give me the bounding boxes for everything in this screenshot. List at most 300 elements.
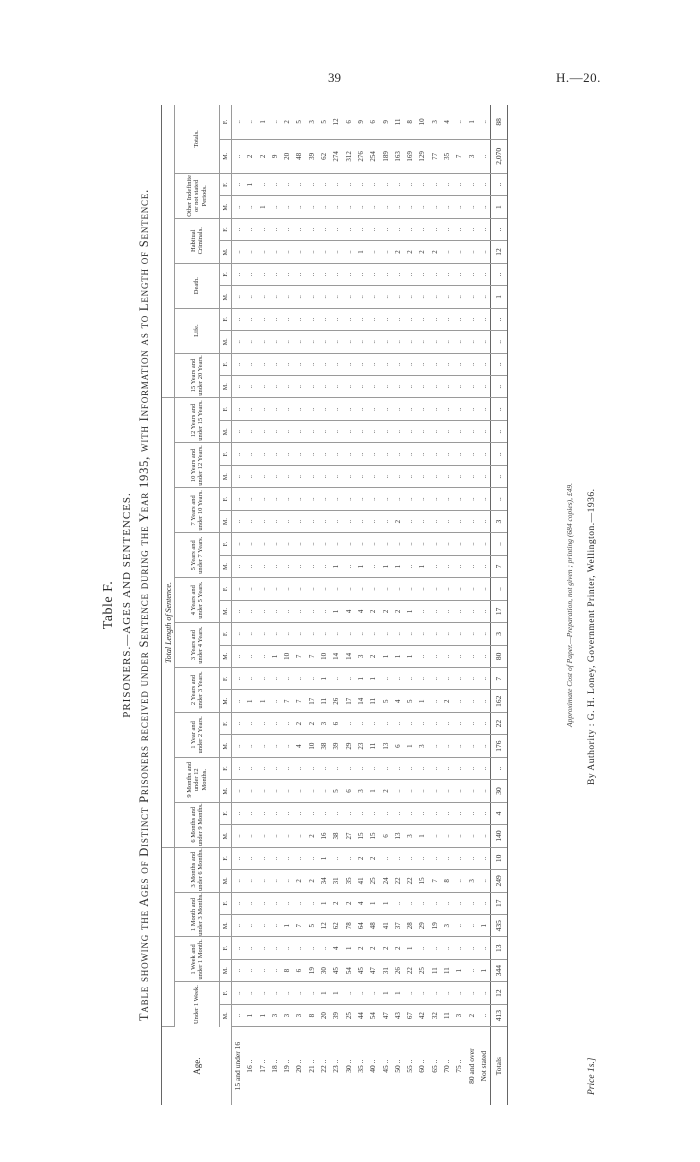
- value-cell: ..: [343, 623, 355, 645]
- value-cell: ..: [478, 690, 491, 712]
- value-cell: ..: [466, 263, 478, 285]
- female-header: F.: [220, 892, 232, 914]
- male-header: M.: [220, 735, 232, 757]
- value-cell: 14: [343, 645, 355, 667]
- value-cell: ..: [466, 308, 478, 330]
- value-cell: 2: [257, 139, 269, 173]
- value-cell: ..: [380, 443, 392, 465]
- value-cell: ..: [478, 780, 491, 802]
- value-cell: ..: [453, 757, 465, 779]
- value-cell: 3: [416, 735, 428, 757]
- value-cell: ..: [478, 712, 491, 734]
- value-cell: ..: [466, 241, 478, 263]
- value-cell: ..: [330, 398, 342, 421]
- value-cell: ..: [404, 533, 416, 555]
- value-cell: ..: [244, 802, 256, 824]
- value-cell: ..: [429, 510, 441, 532]
- value-cell: ..: [392, 668, 404, 690]
- value-cell: ..: [429, 600, 441, 622]
- female-header: F.: [220, 443, 232, 465]
- value-cell: ..: [404, 510, 416, 532]
- value-cell: 24: [380, 870, 392, 892]
- value-cell: ..: [293, 488, 305, 510]
- value-cell: ..: [478, 735, 491, 757]
- value-cell: ..: [269, 892, 281, 914]
- value-cell: ..: [257, 331, 269, 353]
- value-cell: ..: [478, 421, 491, 443]
- value-cell: ..: [466, 555, 478, 577]
- value-cell: 1: [318, 982, 330, 1004]
- value-cell: ..: [355, 263, 367, 285]
- value-cell: ..: [293, 398, 305, 421]
- value-cell: ..: [478, 578, 491, 600]
- value-cell: ..: [318, 488, 330, 510]
- value-cell: 38: [330, 825, 342, 847]
- value-cell: 1: [257, 690, 269, 712]
- value-cell: ..: [453, 241, 465, 263]
- value-cell: ..: [416, 712, 428, 734]
- value-cell: ..: [416, 421, 428, 443]
- value-cell: ..: [293, 241, 305, 263]
- value-cell: 16: [318, 825, 330, 847]
- value-cell: ..: [269, 735, 281, 757]
- value-cell: ..: [306, 802, 318, 824]
- total-cell: ..: [491, 398, 508, 421]
- value-cell: ..: [306, 892, 318, 914]
- value-cell: ..: [429, 802, 441, 824]
- value-cell: 169: [404, 139, 416, 173]
- female-header: F.: [220, 982, 232, 1004]
- value-cell: 54: [367, 1004, 379, 1026]
- value-cell: ..: [441, 465, 453, 487]
- value-cell: ..: [478, 443, 491, 465]
- table-row: [306, 105, 318, 1105]
- value-cell: ..: [281, 241, 293, 263]
- value-cell: ..: [478, 286, 491, 308]
- value-cell: 3: [466, 139, 478, 173]
- value-cell: ..: [257, 668, 269, 690]
- value-cell: 1: [478, 915, 491, 937]
- value-cell: ..: [269, 982, 281, 1004]
- male-header: M.: [220, 959, 232, 981]
- value-cell: ..: [269, 443, 281, 465]
- value-cell: ..: [404, 982, 416, 1004]
- total-cell: 30: [491, 780, 508, 802]
- value-cell: ..: [269, 690, 281, 712]
- value-cell: ..: [429, 533, 441, 555]
- value-cell: ..: [380, 623, 392, 645]
- value-cell: ..: [330, 286, 342, 308]
- age-cell: 45 ..: [380, 1059, 390, 1073]
- total-cell: 17: [491, 600, 508, 622]
- category-header: Habitual Criminals.: [175, 218, 220, 263]
- value-cell: ..: [281, 668, 293, 690]
- value-cell: ..: [330, 196, 342, 218]
- value-cell: ..: [355, 712, 367, 734]
- value-cell: ..: [269, 510, 281, 532]
- value-cell: ..: [257, 488, 269, 510]
- value-cell: ..: [257, 982, 269, 1004]
- value-cell: 254: [367, 139, 379, 173]
- value-cell: ..: [318, 623, 330, 645]
- value-cell: 19: [429, 915, 441, 937]
- value-cell: 28: [404, 915, 416, 937]
- female-header: F.: [220, 847, 232, 869]
- value-cell: 1: [244, 690, 256, 712]
- value-cell: 6: [343, 105, 355, 139]
- value-cell: ..: [429, 847, 441, 869]
- category-header: 6 Months and under 9 Months.: [175, 802, 220, 847]
- total-cell: 80: [491, 645, 508, 667]
- value-cell: 1: [478, 959, 491, 981]
- value-cell: ..: [453, 825, 465, 847]
- value-cell: ..: [478, 1004, 491, 1026]
- value-cell: 1: [416, 690, 428, 712]
- value-cell: 78: [343, 915, 355, 937]
- value-cell: ..: [257, 915, 269, 937]
- value-cell: ..: [429, 735, 441, 757]
- value-cell: ..: [293, 600, 305, 622]
- value-cell: ..: [380, 421, 392, 443]
- value-cell: 25: [343, 1004, 355, 1026]
- value-cell: ..: [257, 241, 269, 263]
- value-cell: ..: [416, 533, 428, 555]
- value-cell: ..: [404, 578, 416, 600]
- value-cell: ..: [269, 241, 281, 263]
- value-cell: 34: [318, 870, 330, 892]
- value-cell: ..: [318, 802, 330, 824]
- male-header: M.: [220, 600, 232, 622]
- female-header: F.: [220, 623, 232, 645]
- value-cell: ..: [355, 353, 367, 375]
- value-cell: ..: [293, 533, 305, 555]
- value-cell: ..: [269, 488, 281, 510]
- value-cell: ..: [441, 421, 453, 443]
- value-cell: ..: [244, 421, 256, 443]
- value-cell: ..: [367, 286, 379, 308]
- value-cell: ..: [429, 892, 441, 914]
- value-cell: ..: [257, 937, 269, 959]
- value-cell: ..: [318, 421, 330, 443]
- category-header: 7 Years and under 10 Years.: [175, 488, 220, 533]
- age-cell: 80 and over: [466, 1048, 476, 1084]
- value-cell: ..: [466, 173, 478, 195]
- value-cell: ..: [380, 398, 392, 421]
- value-cell: ..: [343, 712, 355, 734]
- value-cell: ..: [281, 937, 293, 959]
- age-cell: 65 ..: [429, 1059, 439, 1073]
- value-cell: ..: [478, 353, 491, 375]
- value-cell: ..: [416, 645, 428, 667]
- value-cell: ..: [416, 623, 428, 645]
- value-cell: 62: [318, 139, 330, 173]
- value-cell: 6: [380, 825, 392, 847]
- value-cell: 14: [355, 690, 367, 712]
- value-cell: ..: [429, 690, 441, 712]
- value-cell: ..: [429, 825, 441, 847]
- age-cell: 75 ..: [454, 1059, 464, 1073]
- value-cell: ..: [478, 488, 491, 510]
- value-cell: ..: [466, 443, 478, 465]
- value-cell: 3: [269, 1004, 281, 1026]
- value-cell: ..: [281, 555, 293, 577]
- value-cell: 2: [392, 510, 404, 532]
- value-cell: ..: [244, 982, 256, 1004]
- male-header: M.: [220, 375, 232, 397]
- value-cell: ..: [392, 757, 404, 779]
- value-cell: ..: [367, 443, 379, 465]
- total-cell: ..: [491, 443, 508, 465]
- value-cell: ..: [429, 757, 441, 779]
- value-cell: ..: [281, 982, 293, 1004]
- value-cell: 1: [355, 668, 367, 690]
- value-cell: 5: [380, 690, 392, 712]
- value-cell: 3: [466, 870, 478, 892]
- value-cell: ..: [466, 735, 478, 757]
- value-cell: ..: [355, 443, 367, 465]
- value-cell: ..: [318, 578, 330, 600]
- table-row: [232, 105, 245, 1105]
- value-cell: 2: [281, 105, 293, 139]
- value-cell: ..: [269, 196, 281, 218]
- value-cell: ..: [441, 308, 453, 330]
- sentence-table: [161, 105, 508, 1105]
- value-cell: 67: [404, 1004, 416, 1026]
- value-cell: ..: [244, 870, 256, 892]
- value-cell: 2: [306, 870, 318, 892]
- value-cell: 1: [318, 892, 330, 914]
- value-cell: ..: [318, 757, 330, 779]
- age-cell: 60 ..: [417, 1059, 427, 1073]
- value-cell: ..: [392, 263, 404, 285]
- value-cell: ..: [441, 443, 453, 465]
- female-header: F.: [220, 488, 232, 510]
- value-cell: ..: [269, 173, 281, 195]
- male-header: M.: [220, 915, 232, 937]
- value-cell: ..: [281, 533, 293, 555]
- value-cell: ..: [257, 353, 269, 375]
- header-spacer: [162, 847, 175, 1027]
- total-cell: ..: [491, 488, 508, 510]
- value-cell: ..: [367, 465, 379, 487]
- value-cell: ..: [306, 488, 318, 510]
- value-cell: ..: [441, 173, 453, 195]
- value-cell: ..: [232, 263, 245, 285]
- value-cell: ..: [416, 353, 428, 375]
- value-cell: ..: [466, 780, 478, 802]
- value-cell: ..: [429, 623, 441, 645]
- value-cell: 2: [330, 892, 342, 914]
- value-cell: ..: [244, 892, 256, 914]
- value-cell: ..: [281, 892, 293, 914]
- total-cell: 12: [491, 982, 508, 1004]
- value-cell: 14: [330, 645, 342, 667]
- value-cell: ..: [441, 780, 453, 802]
- value-cell: ..: [429, 353, 441, 375]
- value-cell: ..: [478, 847, 491, 869]
- value-cell: 2: [355, 937, 367, 959]
- value-cell: ..: [232, 443, 245, 465]
- value-cell: ..: [244, 196, 256, 218]
- male-header: M.: [220, 870, 232, 892]
- female-header: F.: [220, 802, 232, 824]
- value-cell: ..: [453, 712, 465, 734]
- total-cell: 88: [491, 105, 508, 139]
- value-cell: ..: [466, 465, 478, 487]
- value-cell: ..: [343, 668, 355, 690]
- value-cell: 13: [392, 825, 404, 847]
- value-cell: ..: [330, 757, 342, 779]
- value-cell: ..: [453, 510, 465, 532]
- value-cell: ..: [306, 286, 318, 308]
- value-cell: 1: [330, 982, 342, 1004]
- value-cell: ..: [466, 690, 478, 712]
- value-cell: ..: [466, 510, 478, 532]
- value-cell: ..: [293, 847, 305, 869]
- value-cell: ..: [429, 578, 441, 600]
- value-cell: ..: [232, 218, 245, 240]
- value-cell: ..: [232, 555, 245, 577]
- value-cell: ..: [244, 712, 256, 734]
- value-cell: ..: [416, 173, 428, 195]
- value-cell: ..: [416, 982, 428, 1004]
- value-cell: ..: [367, 196, 379, 218]
- value-cell: 2: [343, 892, 355, 914]
- value-cell: ..: [257, 870, 269, 892]
- value-cell: ..: [281, 308, 293, 330]
- value-cell: 15: [355, 825, 367, 847]
- value-cell: ..: [343, 510, 355, 532]
- value-cell: 17: [306, 690, 318, 712]
- total-cell: ..: [491, 218, 508, 240]
- value-cell: ..: [404, 218, 416, 240]
- value-cell: 6: [330, 712, 342, 734]
- value-cell: ..: [453, 578, 465, 600]
- table-row: [330, 105, 342, 1105]
- value-cell: 11: [441, 1004, 453, 1026]
- total-cell: ..: [491, 465, 508, 487]
- value-cell: ..: [269, 578, 281, 600]
- value-cell: ..: [416, 286, 428, 308]
- category-header: 12 Years and under 15 Years.: [175, 398, 220, 443]
- value-cell: ..: [416, 398, 428, 421]
- value-cell: ..: [293, 757, 305, 779]
- value-cell: ..: [269, 757, 281, 779]
- age-cell: 23 ..: [331, 1059, 341, 1073]
- total-cell: ..: [491, 421, 508, 443]
- value-cell: 2: [441, 690, 453, 712]
- value-cell: ..: [367, 375, 379, 397]
- total-cell: 2,070: [491, 139, 508, 173]
- value-cell: 2: [367, 937, 379, 959]
- value-cell: ..: [257, 555, 269, 577]
- age-cell: 50 ..: [392, 1059, 402, 1073]
- female-header: F.: [220, 668, 232, 690]
- value-cell: ..: [355, 465, 367, 487]
- value-cell: 3: [429, 105, 441, 139]
- value-cell: ..: [330, 465, 342, 487]
- female-header: F.: [220, 398, 232, 421]
- value-cell: 64: [355, 915, 367, 937]
- value-cell: 1: [380, 892, 392, 914]
- value-cell: ..: [404, 173, 416, 195]
- value-cell: ..: [367, 533, 379, 555]
- value-cell: ..: [453, 286, 465, 308]
- value-cell: 1: [466, 105, 478, 139]
- age-cell: 16 ..: [245, 1059, 255, 1073]
- value-cell: ..: [232, 308, 245, 330]
- value-cell: ..: [269, 959, 281, 981]
- value-cell: 32: [429, 1004, 441, 1026]
- value-cell: ..: [257, 959, 269, 981]
- value-cell: 1: [269, 645, 281, 667]
- value-cell: 22: [404, 870, 416, 892]
- value-cell: ..: [392, 398, 404, 421]
- value-cell: 3: [404, 825, 416, 847]
- value-cell: 42: [416, 1004, 428, 1026]
- value-cell: ..: [318, 443, 330, 465]
- value-cell: 1: [392, 555, 404, 577]
- female-header: F.: [220, 173, 232, 195]
- value-cell: ..: [441, 600, 453, 622]
- value-cell: ..: [466, 600, 478, 622]
- value-cell: ..: [429, 173, 441, 195]
- value-cell: ..: [380, 375, 392, 397]
- value-cell: ..: [478, 600, 491, 622]
- value-cell: 10: [318, 645, 330, 667]
- value-cell: 2: [293, 870, 305, 892]
- value-cell: ..: [380, 712, 392, 734]
- value-cell: ..: [306, 443, 318, 465]
- value-cell: ..: [269, 802, 281, 824]
- value-cell: ..: [392, 196, 404, 218]
- value-cell: ..: [318, 173, 330, 195]
- value-cell: ..: [466, 421, 478, 443]
- value-cell: ..: [232, 623, 245, 645]
- value-cell: ..: [232, 465, 245, 487]
- value-cell: ..: [257, 443, 269, 465]
- value-cell: 23: [355, 735, 367, 757]
- value-cell: ..: [343, 173, 355, 195]
- value-cell: ..: [257, 578, 269, 600]
- value-cell: ..: [281, 286, 293, 308]
- value-cell: 7: [306, 645, 318, 667]
- value-cell: ..: [453, 623, 465, 645]
- value-cell: ..: [404, 443, 416, 465]
- value-cell: ..: [367, 757, 379, 779]
- value-cell: ..: [306, 331, 318, 353]
- value-cell: ..: [318, 375, 330, 397]
- value-cell: ..: [355, 218, 367, 240]
- value-cell: ..: [306, 578, 318, 600]
- value-cell: ..: [293, 353, 305, 375]
- value-cell: ..: [257, 533, 269, 555]
- value-cell: 1: [257, 196, 269, 218]
- value-cell: ..: [318, 263, 330, 285]
- value-cell: ..: [392, 533, 404, 555]
- total-cell: 176: [491, 735, 508, 757]
- value-cell: ..: [269, 286, 281, 308]
- male-header: M.: [220, 555, 232, 577]
- value-cell: ..: [257, 892, 269, 914]
- value-cell: ..: [429, 375, 441, 397]
- value-cell: ..: [392, 623, 404, 645]
- value-cell: 1: [355, 241, 367, 263]
- value-cell: 62: [330, 915, 342, 937]
- value-cell: ..: [293, 802, 305, 824]
- female-header: F.: [220, 533, 232, 555]
- value-cell: ..: [466, 353, 478, 375]
